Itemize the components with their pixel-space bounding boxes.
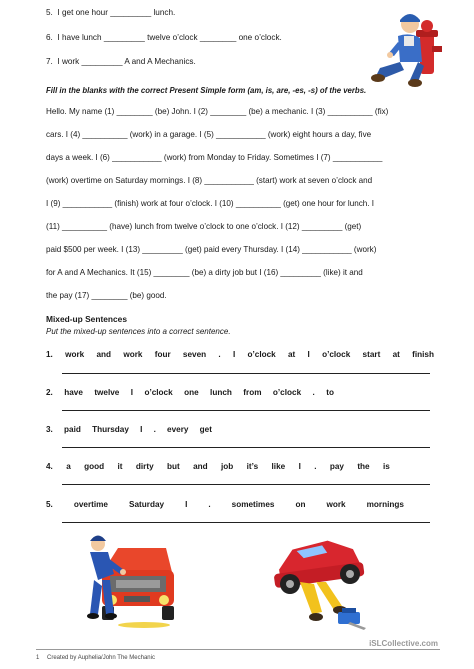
word: from [243, 388, 262, 397]
word: Thursday [92, 425, 129, 434]
paragraph-line: for A and A Mechanics. It (15) ________ (be) a dirty job but I (16) _________ (like) it and [46, 268, 363, 277]
mechanic-under-car-illustration [264, 524, 374, 632]
item-7-number: 7. [46, 57, 53, 66]
word: I [232, 350, 236, 359]
word: work [326, 500, 346, 509]
scrambled-number: 1. [46, 350, 53, 359]
word: I [140, 425, 143, 434]
paragraph-line: Hello. My name (1) ________ (be) John. I (2) ________ (be) a mechanic. I (3) __________ (fix) [46, 107, 389, 116]
mixed-up-title: Mixed-up Sentences [46, 314, 127, 324]
scrambled-number: 4. [46, 462, 53, 471]
word: I [130, 388, 134, 397]
word: dirty [135, 462, 154, 471]
item-5-text: I get one hour _________ lunch. [57, 8, 176, 17]
paragraph-line: (work) overtime on Saturday mornings. I (8) ___________ (start) work at seven o’clock and [46, 176, 373, 185]
scrambled-number: 2. [46, 388, 53, 397]
word: Saturday [129, 500, 165, 509]
word: sometimes [231, 500, 275, 509]
paragraph-line: I (9) ___________ (finish) work at four o’clock. I (10) __________ (get) one hour for lunch. I [46, 199, 374, 208]
word: o’clock [272, 388, 302, 397]
word: finish [412, 350, 434, 359]
scrambled-sentence-1 [46, 350, 434, 359]
answer-line-1[interactable] [62, 373, 430, 374]
scrambled-sentence-3 [46, 425, 212, 434]
item-6-text: I have lunch _________ twelve o’clock ________ one o’clock. [57, 33, 282, 42]
word: but [166, 462, 180, 471]
word: at [392, 350, 400, 359]
word: to [326, 388, 334, 397]
word: I [307, 350, 310, 359]
word: twelve [94, 388, 120, 397]
footer-credit: Created by Auphelia/John The Mechanic [47, 655, 155, 661]
paragraph-line: the pay (17) ________ (be) good. [46, 291, 167, 300]
word: the [357, 462, 370, 471]
word: seven [182, 350, 207, 359]
footer [36, 655, 155, 661]
word: and [193, 462, 208, 471]
mechanic-repairing-car-illustration [84, 530, 176, 630]
paragraph-line: cars. I (4) __________ (work) in a garage. I (5) ___________ (work) eight hours a day, five [46, 130, 372, 139]
scrambled-number: 5. [46, 500, 53, 509]
word: o’clock [144, 388, 173, 397]
word: like [271, 462, 286, 471]
word: at [287, 350, 296, 359]
scrambled-number: 3. [46, 425, 53, 434]
answer-line-2[interactable] [62, 410, 430, 411]
paragraph-line: (11) __________ (have) lunch from twelve o’clock to one o’clock. I (12) _________ (get) [46, 222, 362, 231]
word: a [66, 462, 71, 471]
footer-divider [36, 649, 440, 650]
item-7-text: I work _________ A and A Mechanics. [57, 57, 196, 66]
scrambled-sentence-5 [46, 500, 404, 509]
word: four [154, 350, 171, 359]
word: paid [64, 425, 81, 434]
word: mornings [366, 500, 404, 509]
word: it [117, 462, 123, 471]
paragraph-line: days a week. I (6) ___________ (work) from Monday to Friday. Sometimes I (7) ___________ [46, 153, 383, 162]
paragraph-line: paid $500 per week. I (13) _________ (get) paid every Thursday. I (14) ___________ (work) [46, 245, 377, 254]
word: get [199, 425, 212, 434]
page-number: 1 [36, 655, 40, 661]
word: . [208, 500, 211, 509]
word: . [153, 425, 156, 434]
word: and [96, 350, 112, 359]
word: o’clock [247, 350, 276, 359]
word: good [84, 462, 105, 471]
scrambled-sentence-4 [46, 462, 390, 471]
scrambled-sentence-2 [46, 388, 334, 397]
word: every [167, 425, 189, 434]
word: . [314, 462, 317, 471]
word: . [218, 350, 221, 359]
word: . [312, 388, 315, 397]
item-5-number: 5. [46, 8, 53, 17]
mechanic-sitting-illustration [370, 6, 448, 90]
word: start [362, 350, 381, 359]
word: lunch [210, 388, 232, 397]
word: on [295, 500, 306, 509]
mixed-up-instruction: Put the mixed-up sentences into a correct sentence. [46, 327, 231, 336]
word: I [185, 500, 188, 509]
word: o’clock [322, 350, 351, 359]
word: I [298, 462, 301, 471]
word: it’s [246, 462, 259, 471]
word: overtime [73, 500, 108, 509]
word: one [184, 388, 199, 397]
answer-line-5[interactable] [62, 522, 430, 523]
answer-line-4[interactable] [62, 484, 430, 485]
word: job [221, 462, 234, 471]
word: work [123, 350, 143, 359]
word: have [64, 388, 83, 397]
word: is [382, 462, 390, 471]
islcollective-watermark: iSLCollective.com [369, 639, 438, 648]
word: work [65, 350, 85, 359]
answer-line-3[interactable] [62, 447, 430, 448]
fill-instruction: Fill in the blanks with the correct Present Simple form (am, is, are, -es, -s) of the verbs. [46, 86, 367, 95]
item-6-number: 6. [46, 33, 53, 42]
word: pay [329, 462, 344, 471]
